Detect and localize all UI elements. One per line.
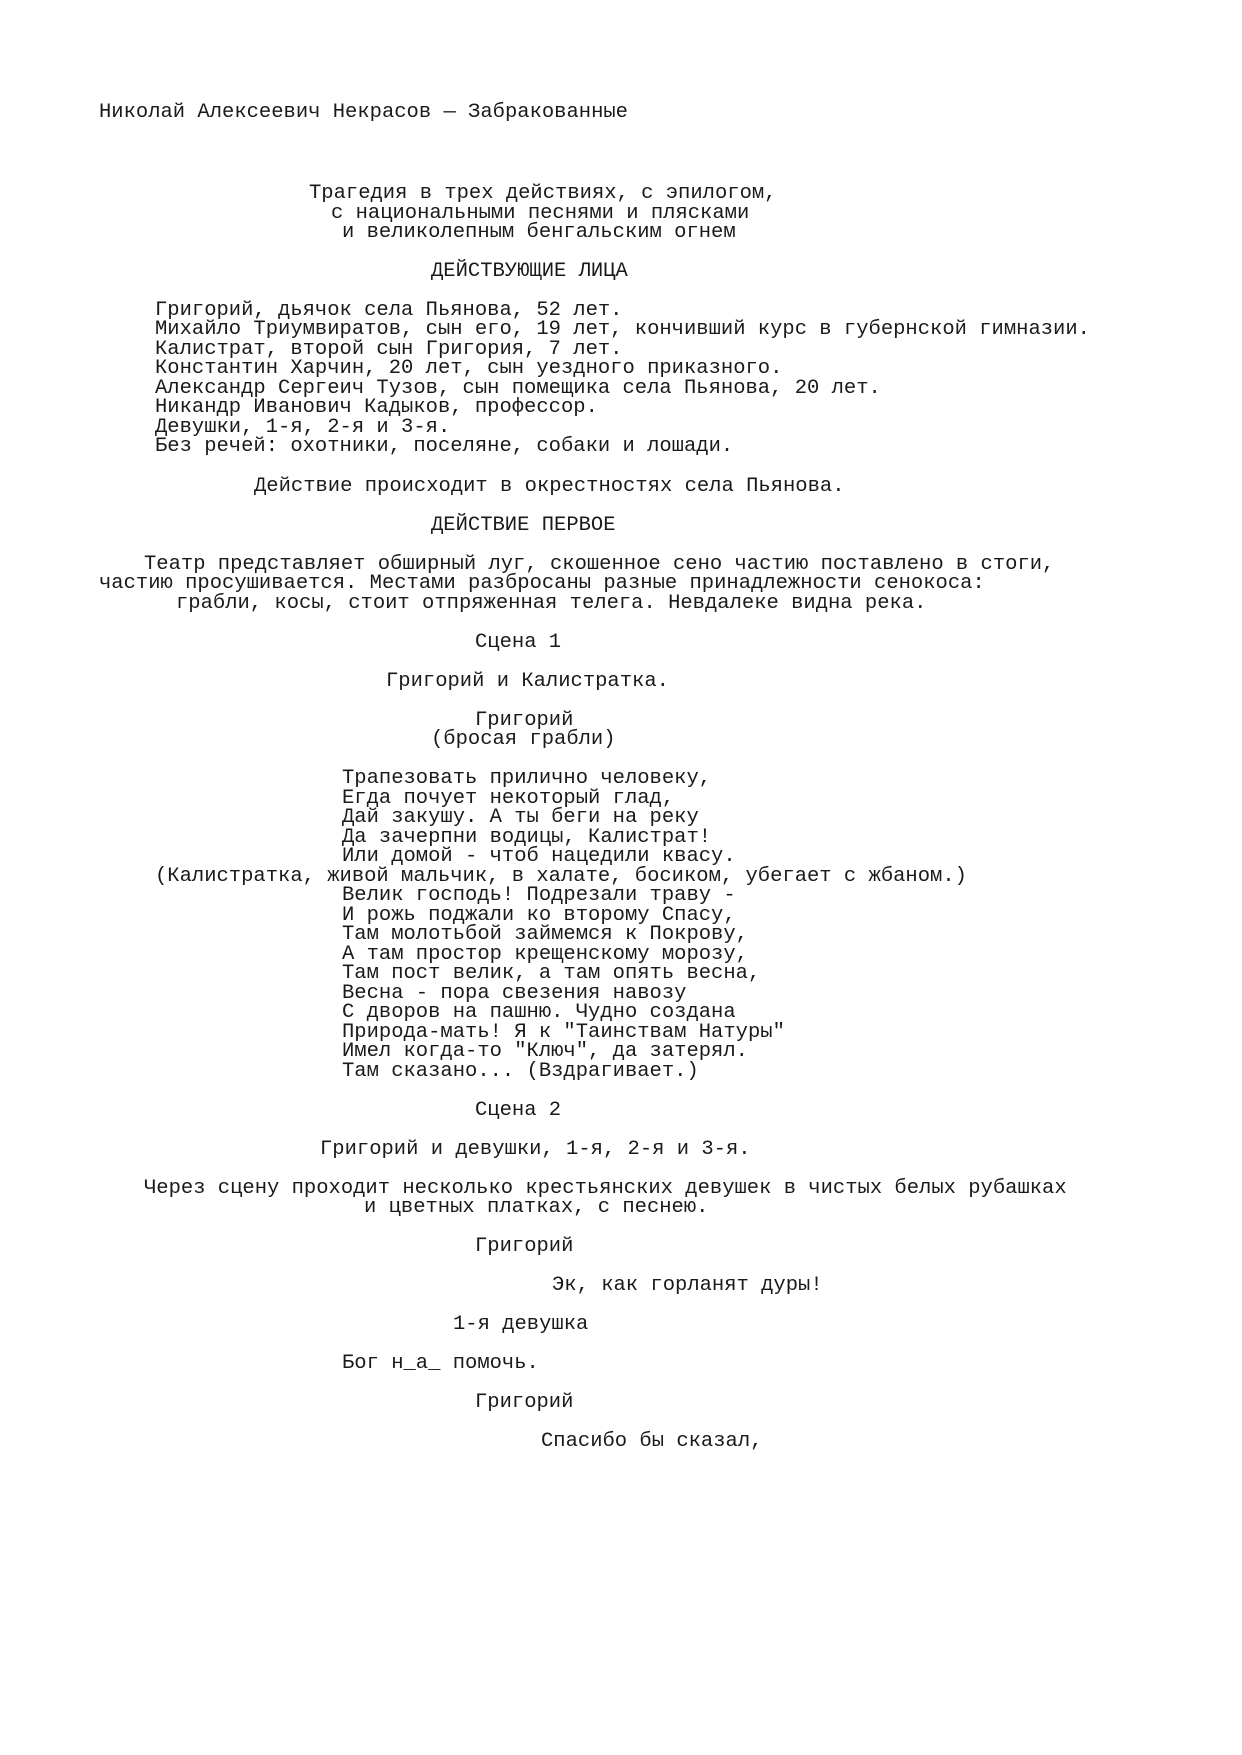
verse-line: И рожь поджали ко второму Спасу, bbox=[342, 904, 736, 927]
verse-line: Егда почует некоторый глад, bbox=[342, 787, 675, 810]
verse-line: А там простор крещенскому морозу, bbox=[342, 943, 748, 966]
cast-item: Михайло Триумвиратов, сын его, 19 лет, кончивший курс в губернской гимназии. bbox=[155, 318, 1090, 341]
verse-line: Дай закушу. А ты беги на реку bbox=[342, 806, 699, 829]
cast-heading: ДЕЙСТВУЮЩИЕ ЛИЦА bbox=[431, 260, 628, 283]
act-description-line: грабли, косы, стоит отпряженная телега. Невдалеке видна река. bbox=[176, 592, 927, 615]
scene-heading: Сцена 2 bbox=[475, 1099, 562, 1122]
document-header: Николай Алексеевич Некрасов — Забракованные bbox=[99, 101, 628, 124]
cast-item: Александр Сергеич Тузов, сын помещика села Пьянова, 20 лет. bbox=[155, 377, 881, 400]
cast-item: Без речей: охотники, поселяне, собаки и лошади. bbox=[155, 435, 734, 458]
cast-item: Девушки, 1-я, 2-я и 3-я. bbox=[155, 416, 451, 439]
scene-characters: Григорий и Калистратка. bbox=[386, 670, 669, 693]
setting-line: Действие происходит в окрестностях села Пьянова. bbox=[254, 475, 845, 498]
scene-description-line: Через сцену проходит несколько крестьянских девушек в чистых белых рубашках bbox=[144, 1177, 1067, 1200]
verse-line: Там молотьбой займемся к Покрову, bbox=[342, 923, 748, 946]
stage-direction: (бросая грабли) bbox=[431, 728, 616, 751]
cast-item: Григорий, дьячок села Пьянова, 52 лет. bbox=[155, 299, 623, 322]
speaker-name: Григорий bbox=[475, 1235, 574, 1258]
speaker-name: Григорий bbox=[475, 1391, 574, 1414]
scene-description-line: и цветных платках, с песнею. bbox=[364, 1196, 709, 1219]
speaker-name: Григорий bbox=[475, 709, 574, 732]
scene-characters: Григорий и девушки, 1-я, 2-я и 3-я. bbox=[320, 1138, 751, 1161]
speaker-name: 1-я девушка bbox=[453, 1313, 589, 1336]
verse-line: Да зачерпни водицы, Калистрат! bbox=[342, 826, 712, 849]
verse-line: Весна - пора свезения навозу bbox=[342, 982, 687, 1005]
verse-line: Трапезовать прилично человеку, bbox=[342, 767, 712, 790]
subtitle-line: и великолепным бенгальским огнем bbox=[342, 221, 736, 244]
act-description-line: частию просушивается. Местами разбросаны разные принадлежности сенокоса: bbox=[99, 572, 985, 595]
subtitle-line: с национальными песнями и плясками bbox=[331, 202, 750, 225]
dialogue-line: Бог н_а_ помочь. bbox=[342, 1352, 539, 1375]
verse-line: Имел когда-то "Ключ", да затерял. bbox=[342, 1040, 748, 1063]
verse-line: Там сказано... (Вздрагивает.) bbox=[342, 1060, 699, 1083]
dialogue-line: Спасибо бы сказал, bbox=[541, 1430, 763, 1453]
subtitle-line: Трагедия в трех действиях, с эпилогом, bbox=[309, 182, 777, 205]
cast-item: Калистрат, второй сын Григория, 7 лет. bbox=[155, 338, 623, 361]
verse-line: Там пост велик, а там опять весна, bbox=[342, 962, 761, 985]
act-description-line: Театр представляет обширный луг, скошенное сено частию поставлено в стоги, bbox=[144, 553, 1055, 576]
cast-item: Никандр Иванович Кадыков, профессор. bbox=[155, 396, 598, 419]
verse-line: Природа-мать! Я к "Таинствам Натуры" bbox=[342, 1021, 785, 1044]
verse-line: Велик господь! Подрезали траву - bbox=[342, 884, 736, 907]
scene-heading: Сцена 1 bbox=[475, 631, 562, 654]
cast-item: Константин Харчин, 20 лет, сын уездного приказного. bbox=[155, 357, 783, 380]
verse-line: С дворов на пашню. Чудно создана bbox=[342, 1001, 736, 1024]
stage-direction: (Калистратка, живой мальчик, в халате, босиком, убегает с жбаном.) bbox=[155, 865, 967, 888]
dialogue-line: Эк, как горланят дуры! bbox=[552, 1274, 823, 1297]
verse-line: Или домой - чтоб нацедили квасу. bbox=[342, 845, 736, 868]
act-heading: ДЕЙСТВИЕ ПЕРВОЕ bbox=[431, 514, 616, 537]
